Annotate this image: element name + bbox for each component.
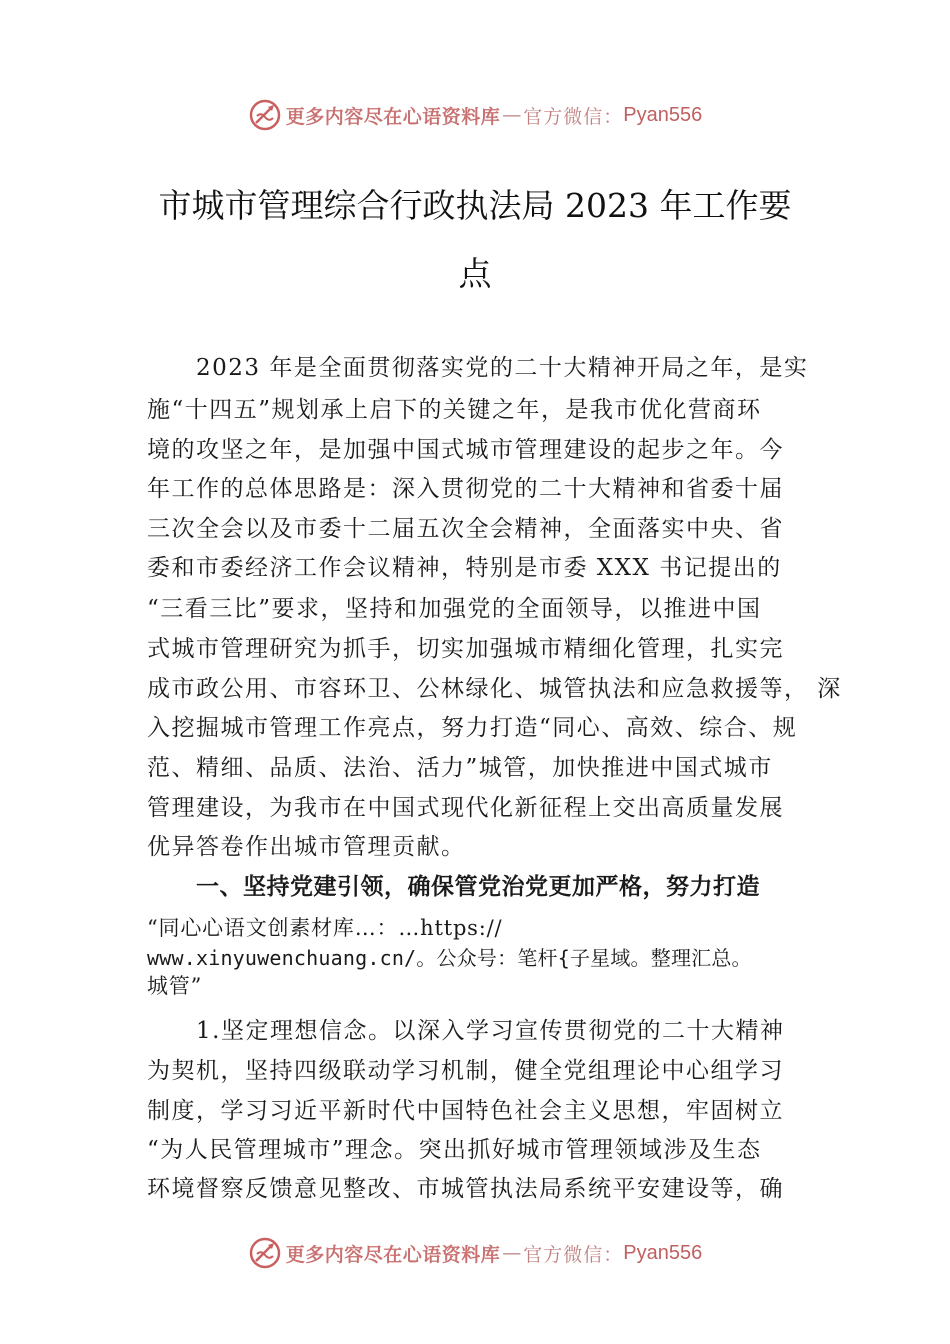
paragraph-line: 1.坚定理想信念。以深入学习宣传贯彻党的二十大精神 — [196, 1018, 785, 1044]
paragraph-line: 优异答卷作出城市管理贡献。 — [147, 834, 466, 860]
paragraph-line: 成市政公用、市容环卫、公林绿化、城管执法和应急救援等， 深 — [147, 676, 842, 702]
heading-continuation-line: “同心心语文创素材库…：…https:// — [147, 916, 503, 940]
heading-continuation-line: 城管” — [147, 974, 203, 998]
banner-text: 更多内容尽在心语资料库 — [285, 1243, 501, 1266]
paragraph-line: “三看三比”要求，坚持和加强党的全面领导，以推进中国 — [147, 596, 762, 622]
paragraph-line: 制度，学习习近平新时代中国特色社会主义思想，牢固树立 — [147, 1098, 784, 1124]
paragraph-line: 范、精细、品质、法治、活力”城管，加快推进中国式城市 — [147, 755, 773, 781]
paragraph-line: 委和市委经济工作会议精神，特别是市委 XXX 书记提出的 — [147, 555, 782, 581]
paragraph-line: 三次全会以及市委十二届五次全会精神，全面落实中央、省 — [147, 516, 784, 542]
banner-wechat-label: 官方微信： — [523, 1243, 624, 1266]
banner-text: 更多内容尽在心语资料库 — [285, 105, 501, 128]
paragraph-line: 2023 年是全面贯彻落实党的二十大精神开局之年，是实 — [196, 355, 809, 381]
footer-banner — [0, 1233, 950, 1273]
banner-wechat-id: Pyan556 — [623, 103, 703, 126]
section-heading: 一、坚持党建引领，确保管党治党更加严格，努力打造 — [196, 874, 760, 900]
paragraph-line: 境的攻坚之年，是加强中国式城市管理建设的起步之年。今 — [147, 437, 784, 463]
paragraph-line: 为契机，坚持四级联动学习机制，健全党组理论中心组学习 — [147, 1058, 784, 1084]
header-banner — [0, 95, 950, 135]
paragraph-line: 施“十四五”规划承上启下的关键之年，是我市优化营商环 — [147, 397, 762, 423]
banner-dash: — — [502, 104, 522, 126]
banner-wechat-label: 官方微信： — [523, 105, 624, 128]
paragraph-line: 年工作的总体思路是：深入贯彻党的二十大精神和省委十届 — [147, 476, 784, 502]
banner-dash: — — [502, 1242, 522, 1264]
page-title-line-2: 点 — [458, 254, 492, 293]
banner-wechat-id: Pyan556 — [623, 1241, 703, 1264]
paragraph-line: 入挖掘城市管理工作亮点，努力打造“同心、高效、综合、规 — [147, 715, 798, 741]
paragraph-line: 环境督察反馈意见整改、市城管执法局系统平安建设等，确 — [147, 1176, 784, 1202]
logo-icon — [248, 98, 282, 132]
paragraph-line: 管理建设，为我市在中国式现代化新征程上交出高质量发展 — [147, 795, 784, 821]
paragraph-line: “为人民管理城市”理念。突出抓好城市管理领域涉及生态 — [147, 1137, 762, 1163]
page-title-line-1: 市城市管理综合行政执法局 2023 年工作要 — [158, 186, 792, 225]
paragraph-line: 式城市管理研究为抓手，切实加强城市精细化管理，扎实完 — [147, 636, 784, 662]
logo-icon — [248, 1236, 282, 1270]
heading-continuation-line: www.xinyuwenchuang.cn/。公众号：笔杆{子星域。整理汇总。 — [147, 946, 752, 970]
